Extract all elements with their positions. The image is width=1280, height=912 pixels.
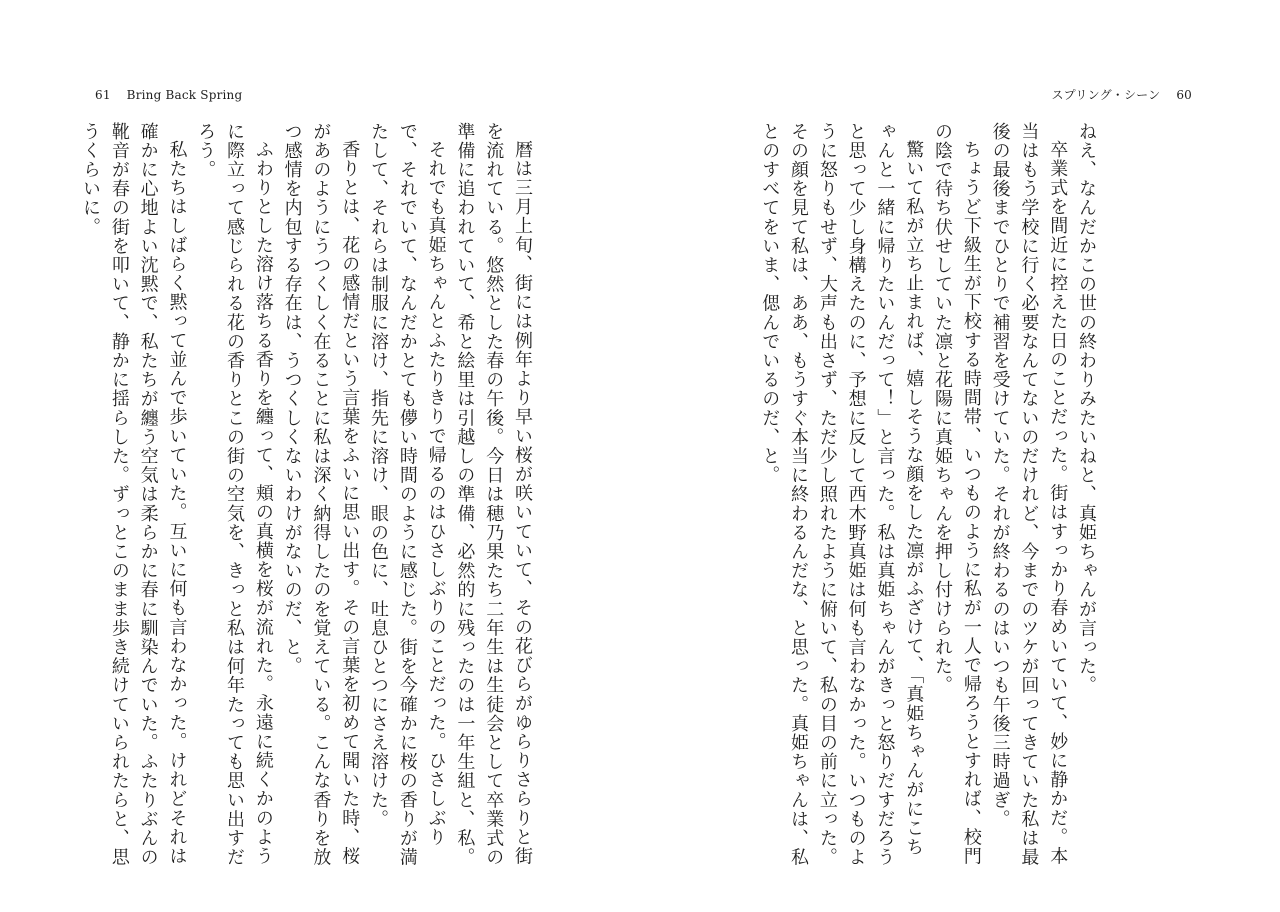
- paragraph: それでも真姫ちゃんとふたりきりで帰るのはひさしぶりのことだった。ひさしぶりで、それでいて、なんだかとても儚い時間のように感じた。街を今確かに桜の香りが満たして、それらは制服に溶け、指先に溶け、眼の色に、吐息ひとつにさえ溶けた。: [368, 122, 447, 867]
- paragraph: ふわりとした溶け落ちる香りを纏って、頬の真横を桜が流れた。永遠に続くかのように際立って感じられる花の香りとこの街の空気を、きっと私は何年たっても思い出すだろう。: [195, 122, 274, 867]
- left-page-title: Bring Back Spring: [126, 88, 243, 102]
- paragraph: 私たちはしばらく黙って並んで歩いていた。互いに何も言わなかった。けれどそれは確かに心地よい沈黙で、私たちが纏う空気は柔らかに春に馴染んでいた。ふたりぶんの靴音が春の街を叩いて、静かに揺らした。ずっとこのまま歩き続けていられたらと、思うくらいに。: [80, 122, 188, 867]
- right-page-header: [1051, 88, 1192, 102]
- paragraph: 驚いて私が立ち止まれば、嬉しそうな顔をした凛がふざけて、「真姫ちゃんがにこちゃんと一緒に帰りたいんだって！」と言った。私は真姫ちゃんがきっと怒りだすだろうと思って少し身構えたのに、予想に反して西木野真姫は何も言わなかった。いつものように怒りもせず、大声も出さず、ただ少し照れたように俯いて、私の目の前に立った。その顔を見て私は、ああ、もうすぐ本当に終わるんだな、と思った。真姫ちゃんは、私とのすべてをいま、偲んでいるのだ、と。: [759, 122, 925, 867]
- right-page-title: スプリング・シーン: [1051, 88, 1161, 102]
- paragraph: 香りとは、花の感情だという言葉をふいに思い出す。その言葉を初めて聞いた時、桜があのようにうつくしく在ることに私は深く納得したのを覚えている。こんな香りを放つ感情を内包する存在は、うつくしくないわけがないのだ、と。: [281, 122, 361, 867]
- right-page-body: [748, 122, 1100, 872]
- paragraph: ねえ、なんだかこの世の終わりみたいねと、真姫ちゃんが言った。: [1076, 122, 1097, 695]
- left-page-header: [95, 88, 242, 102]
- right-page-number: 60: [1176, 88, 1192, 102]
- paragraph: 暦は三月上旬、街には例年より早い桜が咲いていて、その花びらがゆらりさらりと街を流れている。悠然とした春の午後。今日は穂乃果たち二年生は生徒会として卒業式の準備に追われていて、希と絵里は引越しの準備、必然的に残ったのは一年生組と、私。: [454, 122, 533, 867]
- left-page-number: 61: [95, 88, 111, 102]
- left-page-body: [80, 122, 536, 872]
- paragraph: ちょうど下級生が下校する時間帯、いつものように私が一人で帰ろうとすれば、校門の陰で待ち伏せしていた凛と花陽に真姫ちゃんを押し付けられた。: [932, 122, 982, 866]
- paragraph: 卒業式を間近に控えた日のことだった。街はすっかり春めいていて、妙に静かだ。本当はもう学校に行く必要なんてないのだけれど、今までのツケが回ってきていた私は最後の最後までひとりで補習を受けていた。それが終わるのはいつも午後三時過ぎ。: [989, 122, 1069, 867]
